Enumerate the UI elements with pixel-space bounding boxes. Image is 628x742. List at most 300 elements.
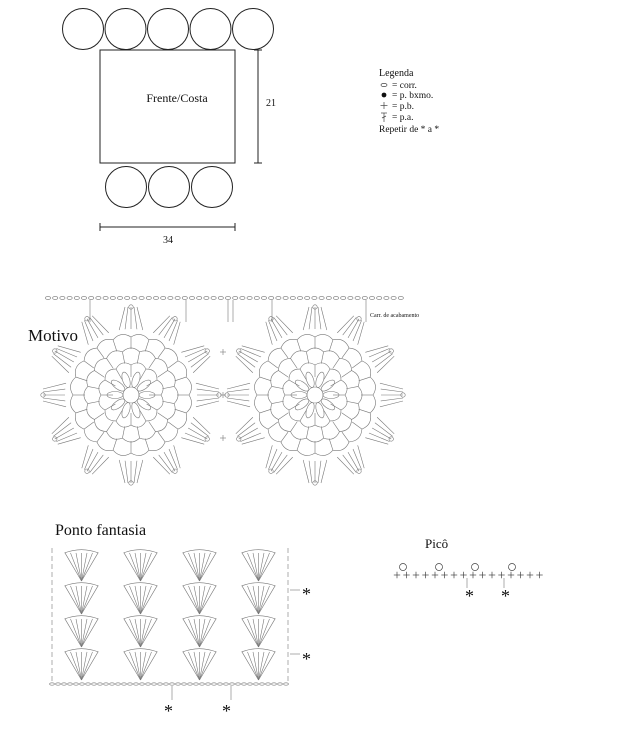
stitch-spoke xyxy=(122,426,124,438)
chain-loop xyxy=(99,395,105,410)
chain-stitch xyxy=(269,297,274,300)
stitch-spoke xyxy=(260,377,271,381)
pico-loop xyxy=(357,317,361,321)
motivo-title: Motivo xyxy=(28,326,79,345)
chain-stitch xyxy=(212,683,217,685)
fan-arc xyxy=(242,583,276,586)
stitch-spoke xyxy=(137,352,139,364)
chain-loop xyxy=(330,410,341,421)
pico-edging-chart xyxy=(394,564,543,589)
chain-loop xyxy=(146,410,157,421)
chain-loop xyxy=(113,334,131,339)
fan-stitch xyxy=(169,320,178,341)
chain-loop xyxy=(352,404,360,420)
fan-arc xyxy=(124,616,158,619)
chain-loop xyxy=(178,413,187,429)
stitch-spoke xyxy=(116,411,122,421)
chain-loop xyxy=(186,395,191,413)
petal xyxy=(120,371,132,388)
chain-stitch xyxy=(175,297,180,300)
fan-stitch xyxy=(348,452,359,471)
fan-stitch xyxy=(134,461,137,483)
fan-stitch xyxy=(189,652,200,680)
fan-stitch xyxy=(82,586,93,614)
legend xyxy=(379,68,439,135)
chain-loop xyxy=(157,395,163,410)
chain-loop xyxy=(330,369,341,380)
fan-stitch xyxy=(87,319,98,338)
fan-stitch xyxy=(174,322,180,345)
fan-stitch xyxy=(130,586,141,614)
stitch-spoke xyxy=(331,380,341,386)
fan-stitch xyxy=(82,445,88,468)
chain-loop xyxy=(70,377,75,395)
fan-stitch xyxy=(303,307,309,330)
chain-loop xyxy=(362,361,371,377)
chain-loop xyxy=(283,395,289,410)
stitch-spoke xyxy=(149,422,156,432)
stitch-spoke xyxy=(149,358,156,368)
fan-stitch xyxy=(200,586,211,614)
stitch-spoke xyxy=(278,413,288,420)
chain-stitch xyxy=(233,297,238,300)
stitch-spoke xyxy=(342,348,349,358)
stitch-spoke xyxy=(140,411,146,421)
chain-loop xyxy=(94,358,106,370)
stitch-spoke xyxy=(306,352,308,364)
chain-stitch xyxy=(68,683,73,685)
chain-stitch xyxy=(92,683,97,685)
stitch-spoke xyxy=(346,401,358,403)
chain-stitch xyxy=(146,297,151,300)
chain-stitch xyxy=(188,683,193,685)
stitch-spoke xyxy=(168,422,178,429)
chain-stitch xyxy=(261,297,266,300)
chain-loop xyxy=(324,351,340,359)
chain-loop xyxy=(341,380,347,395)
fan-arc xyxy=(65,649,99,652)
fan-stitch xyxy=(271,452,282,471)
chain-loop xyxy=(165,429,178,442)
chain-loop xyxy=(75,361,84,377)
chain-stitch xyxy=(333,297,338,300)
stitch-spoke xyxy=(162,386,174,388)
chain-loop xyxy=(281,442,297,451)
stitch-spoke xyxy=(76,377,87,381)
fan-stitch xyxy=(369,348,390,357)
fan-arc xyxy=(124,583,158,586)
fan-stitch xyxy=(189,619,200,647)
ponto-fantasia-section xyxy=(50,522,311,721)
chain-stitch xyxy=(80,683,85,685)
fan-arc xyxy=(65,616,99,619)
fan-stitch xyxy=(84,449,93,470)
stitch-spoke xyxy=(278,371,288,378)
chain-stitch xyxy=(62,683,67,685)
chain-stitch xyxy=(74,297,79,300)
fan-stitch xyxy=(259,652,270,680)
petal xyxy=(135,397,152,412)
fan-stitch xyxy=(242,346,265,352)
stitch-spoke xyxy=(289,404,299,410)
chain-stitch xyxy=(134,683,139,685)
stitch-spoke xyxy=(175,409,186,413)
stitch-spoke xyxy=(145,439,149,450)
chain-stitch xyxy=(96,297,101,300)
fan-arc xyxy=(183,583,217,586)
fan-stitch xyxy=(380,401,403,407)
stitch-spoke xyxy=(97,348,104,358)
chain-loop xyxy=(168,404,176,420)
chain-loop xyxy=(131,450,149,455)
fan-stitch xyxy=(169,449,178,470)
stitch-spoke xyxy=(329,340,333,351)
petal xyxy=(130,402,142,419)
chain-loop xyxy=(362,413,371,429)
chain-loop xyxy=(341,395,347,410)
chain-stitch xyxy=(254,297,259,300)
petal xyxy=(135,378,152,393)
fan-stitch xyxy=(82,322,88,345)
stitch-spoke xyxy=(333,358,340,368)
chain-loop xyxy=(149,339,165,348)
chain-loop xyxy=(300,363,315,369)
petal xyxy=(314,371,326,388)
fan-stitch xyxy=(303,460,309,483)
fan-stitch xyxy=(240,348,261,357)
stitch-spoke xyxy=(140,369,146,379)
fan-stitch xyxy=(185,348,206,357)
chain-stitch xyxy=(254,683,259,685)
fan-stitch xyxy=(381,389,403,392)
fan-stitch xyxy=(43,383,66,389)
fan-arc xyxy=(65,583,99,586)
stitch-spoke xyxy=(107,422,114,432)
chain-stitch xyxy=(230,683,235,685)
chain-loop xyxy=(259,413,268,429)
chain-loop xyxy=(97,442,113,451)
chain-loop xyxy=(289,410,300,421)
chain-loop xyxy=(315,334,333,339)
stitch-spoke xyxy=(107,358,114,368)
chain-stitch xyxy=(391,297,396,300)
top-motif-circles xyxy=(63,9,274,50)
fan-stitch xyxy=(119,460,125,483)
petal xyxy=(319,397,336,412)
fan-stitch xyxy=(130,553,141,581)
chain-loop xyxy=(186,377,191,395)
stitch-spoke xyxy=(158,413,168,420)
chain-stitch xyxy=(45,297,50,300)
chain-loop xyxy=(165,348,178,361)
fan-stitch xyxy=(71,619,82,647)
stitch-spoke xyxy=(158,371,168,378)
fan-stitch xyxy=(174,445,180,468)
motif-circle xyxy=(192,167,233,208)
stitch-spoke xyxy=(137,426,139,438)
center-ring xyxy=(123,387,139,403)
legend-item: = corr. xyxy=(392,81,417,91)
fan-stitch xyxy=(318,307,321,329)
chain-stitch xyxy=(110,297,115,300)
chain-stitch xyxy=(103,297,108,300)
chain-loop xyxy=(107,432,123,440)
fan-stitch xyxy=(125,307,128,329)
stitch-spoke xyxy=(359,409,370,413)
fan-stitch xyxy=(188,351,207,362)
fan-stitch xyxy=(372,428,391,439)
motif-circle xyxy=(63,9,104,50)
petal xyxy=(130,371,142,388)
chain-stitch xyxy=(242,683,247,685)
chain-loop xyxy=(97,339,113,348)
fan-stitch xyxy=(125,461,128,483)
stitch-spoke xyxy=(321,426,323,438)
fan-stitch xyxy=(353,320,362,341)
stitch-spoke xyxy=(97,432,104,442)
fan-stitch xyxy=(141,553,152,581)
stitch-spoke xyxy=(300,369,306,379)
chain-stitch xyxy=(341,297,346,300)
stitch-spoke xyxy=(342,432,349,442)
chain-stitch xyxy=(60,297,65,300)
chain-stitch xyxy=(278,683,283,685)
motif-circle xyxy=(149,167,190,208)
chain-loop xyxy=(84,429,97,442)
chain-stitch xyxy=(89,297,94,300)
stitch-spoke xyxy=(105,380,115,386)
chain-stitch xyxy=(204,297,209,300)
chain-stitch xyxy=(176,683,181,685)
stitch-spoke xyxy=(113,439,117,450)
chain-loop xyxy=(370,395,375,413)
legend-item: = p.b. xyxy=(392,102,414,112)
chain-loop xyxy=(291,432,307,440)
chain-stitch xyxy=(128,683,133,685)
single-crochet-cross-icon xyxy=(381,102,388,109)
pico-section xyxy=(394,536,543,606)
stitch-spoke xyxy=(281,348,288,358)
fan-stitch xyxy=(196,401,219,407)
chain-loop xyxy=(70,395,75,413)
stitch-spoke xyxy=(346,386,358,388)
petal xyxy=(294,378,311,393)
chain-loop xyxy=(268,348,281,361)
fan-stitch xyxy=(71,586,82,614)
chain-loop xyxy=(87,404,95,420)
stitch-spoke xyxy=(84,361,94,368)
stitch-spoke xyxy=(291,358,298,368)
chain-stitch xyxy=(158,683,163,685)
stitch-spoke xyxy=(260,409,271,413)
chain-stitch xyxy=(348,297,353,300)
chain-loop xyxy=(339,358,351,370)
chain-loop xyxy=(289,369,300,380)
chain-stitch xyxy=(117,297,122,300)
stitch-spoke xyxy=(352,361,362,368)
fan-stitch xyxy=(137,460,143,483)
fan-stitch xyxy=(189,586,200,614)
stitch-spoke xyxy=(281,432,288,442)
fan-stitch xyxy=(71,652,82,680)
stitch-spoke xyxy=(94,371,104,378)
stitch-spoke xyxy=(147,380,157,386)
chain-stitch xyxy=(53,297,58,300)
chain-loop xyxy=(94,419,106,431)
motif-join-stitches xyxy=(220,349,226,441)
chain-loop xyxy=(315,450,333,455)
chain-loop xyxy=(140,432,156,440)
repeat-marker: * xyxy=(164,701,173,721)
petal xyxy=(314,402,326,419)
stitch-spoke xyxy=(94,413,104,420)
petal xyxy=(294,397,311,412)
fan-stitch xyxy=(358,322,364,345)
stitch-spoke xyxy=(289,380,299,386)
fan-stitch xyxy=(227,401,250,407)
repeat-marker: * xyxy=(465,586,474,606)
chain-loop xyxy=(333,339,349,348)
stitch-spoke xyxy=(342,413,352,420)
stitch-spoke xyxy=(324,369,330,379)
chain-stitch xyxy=(355,297,360,300)
stitch-spoke xyxy=(76,409,87,413)
chain-stitch xyxy=(50,683,55,685)
fan-stitch xyxy=(318,461,321,483)
chain-loop xyxy=(113,450,131,455)
fan-stitch xyxy=(58,438,81,444)
chain-stitch xyxy=(182,683,187,685)
fan-stitch xyxy=(188,428,207,439)
chain-loop xyxy=(352,371,360,387)
repeat-marker: * xyxy=(222,701,231,721)
chain-stitch xyxy=(218,297,223,300)
petal xyxy=(120,402,132,419)
double-crochet-icon xyxy=(381,113,387,122)
stitch-spoke xyxy=(272,401,284,403)
legend-item: = p.a. xyxy=(392,113,414,123)
fan-stitch xyxy=(365,346,388,352)
chain-stitch xyxy=(168,297,173,300)
petal xyxy=(110,378,127,393)
stitch-spoke xyxy=(88,401,100,403)
chain-loop xyxy=(271,371,279,387)
motif-circle xyxy=(106,167,147,208)
fan-stitch xyxy=(365,438,388,444)
motivo-section xyxy=(28,297,419,486)
pico-loop xyxy=(85,317,89,321)
fan-stitch xyxy=(43,398,65,401)
chain-loop xyxy=(131,363,146,369)
chain-stitch xyxy=(218,683,223,685)
chain-stitch xyxy=(139,297,144,300)
chain-loop xyxy=(324,432,340,440)
stitch-spoke xyxy=(113,340,117,351)
motif-circle xyxy=(190,9,231,50)
chain-loop xyxy=(315,421,330,427)
bottom-motif-circles xyxy=(106,167,233,208)
chain-stitch xyxy=(240,297,245,300)
front-back-panel xyxy=(100,50,235,163)
fan-stitch xyxy=(82,553,93,581)
pico-loop xyxy=(472,564,479,571)
width-label: 34 xyxy=(163,235,173,246)
chain-loop xyxy=(105,369,116,380)
chain-stitch xyxy=(283,297,288,300)
chain-loop xyxy=(116,421,131,427)
fan-stitch xyxy=(141,619,152,647)
stitch-spoke xyxy=(272,386,284,388)
stitch-spoke xyxy=(105,404,115,410)
fan-stitch xyxy=(227,398,249,401)
stitch-spoke xyxy=(158,348,165,358)
motif-chart-right xyxy=(225,305,405,485)
chain-stitch xyxy=(140,683,145,685)
chain-stitch xyxy=(225,297,230,300)
chain-loop xyxy=(107,351,123,359)
stitch-spoke xyxy=(168,361,178,368)
fan-stitch xyxy=(87,452,98,471)
chain-loop xyxy=(297,334,315,339)
chain-stitch xyxy=(67,297,72,300)
center-ring xyxy=(307,387,323,403)
chain-stitch xyxy=(266,683,271,685)
stitch-spoke xyxy=(122,352,124,364)
pico-loop xyxy=(509,564,516,571)
chain-loop xyxy=(281,339,297,348)
motif-circle xyxy=(233,9,274,50)
chain-stitch xyxy=(170,683,175,685)
chain-loop xyxy=(116,363,131,369)
fan-stitch xyxy=(200,553,211,581)
chain-stitch xyxy=(236,683,241,685)
petal xyxy=(110,397,127,412)
stitch-spoke xyxy=(329,439,333,450)
pico-loop xyxy=(173,317,177,321)
stitch-spoke xyxy=(268,361,278,368)
chain-loop xyxy=(155,358,167,370)
pico-loop xyxy=(400,564,407,571)
fan-stitch-chart xyxy=(50,548,300,700)
chain-stitch xyxy=(211,297,216,300)
fan-stitch xyxy=(164,452,175,471)
fan-stitch xyxy=(130,619,141,647)
fan-stitch xyxy=(43,389,65,392)
chain-loop xyxy=(131,421,146,427)
chain-stitch xyxy=(369,297,374,300)
petal xyxy=(304,402,316,419)
repeat-instruction: Repetir de * a * xyxy=(379,125,440,135)
fan-stitch xyxy=(248,586,259,614)
fan-stitch xyxy=(141,652,152,680)
fan-stitch xyxy=(43,401,66,407)
chain-stitch xyxy=(161,297,166,300)
fan-stitch xyxy=(58,346,81,352)
fan-stitch xyxy=(321,307,327,330)
pico-loop xyxy=(269,317,273,321)
stitch-spoke xyxy=(158,432,165,442)
chain-stitch xyxy=(284,683,289,685)
chain-loop xyxy=(155,419,167,431)
fan-stitch xyxy=(82,652,93,680)
fan-stitch xyxy=(348,319,359,338)
fan-stitch xyxy=(130,652,141,680)
petal xyxy=(304,371,316,388)
chain-loop xyxy=(339,419,351,431)
fan-stitch xyxy=(181,438,204,444)
chain-stitch xyxy=(132,297,137,300)
repeat-marker: * xyxy=(302,649,311,669)
